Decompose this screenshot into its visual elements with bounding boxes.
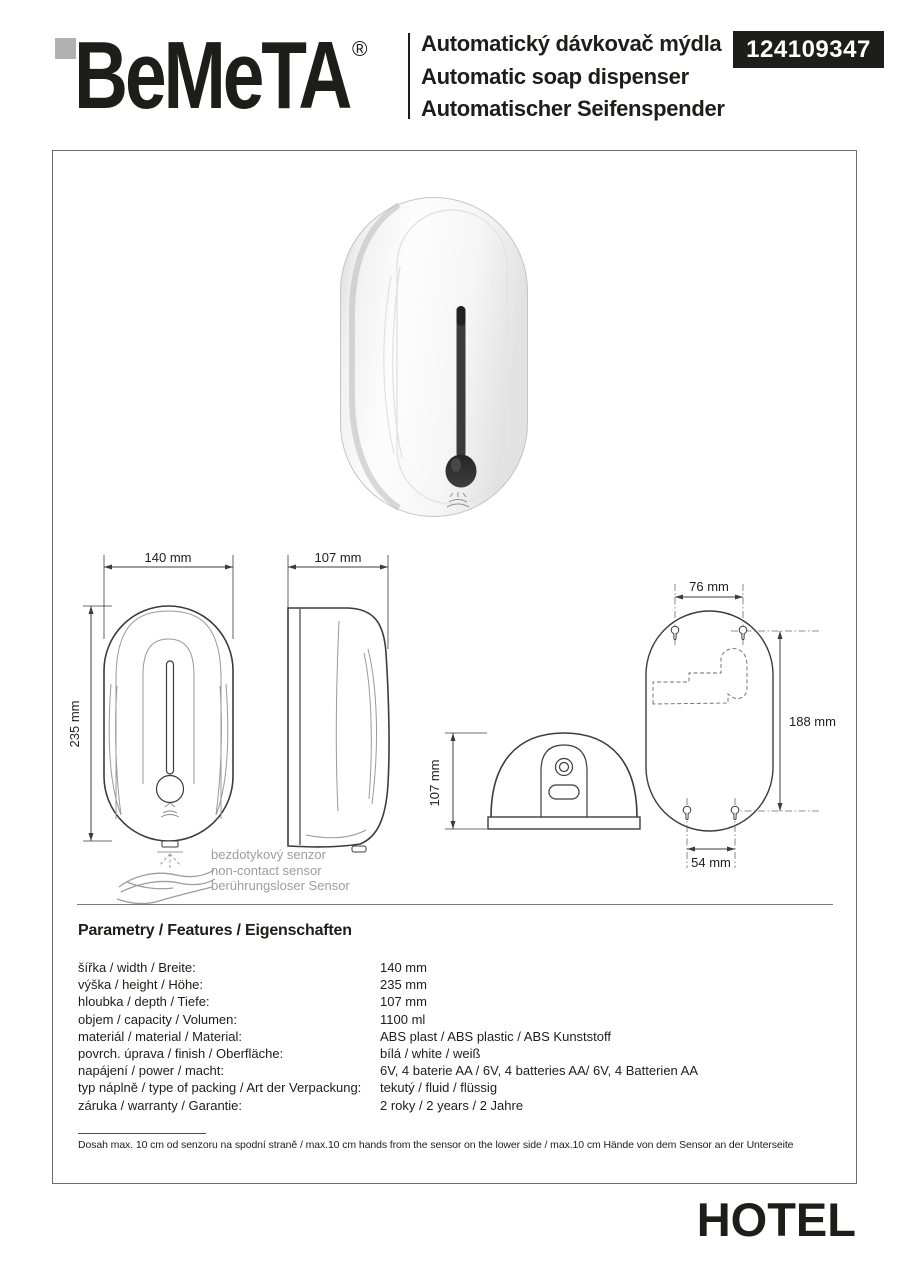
bottom-depth-label: 107 mm — [427, 759, 442, 807]
param-value: 1100 ml — [380, 1011, 426, 1027]
sensor-caption-de: berührungsloser Sensor — [211, 878, 350, 893]
header-divider — [408, 33, 410, 119]
product-title-de: Automatischer Seifenspender — [421, 96, 725, 121]
back-hole-span-label: 188 mm — [789, 714, 836, 729]
param-label: hloubka / depth / Tiefe: — [78, 994, 210, 1010]
back-bottom-holes-label: 54 mm — [691, 855, 731, 870]
table-row — [78, 993, 838, 1010]
collection-name: HOTEL — [696, 1193, 856, 1246]
table-row — [78, 959, 838, 976]
section-divider — [77, 904, 833, 905]
back-top-holes-label: 76 mm — [689, 579, 729, 594]
sensor-caption-en: non-contact sensor — [211, 862, 322, 878]
table-row — [78, 1079, 838, 1096]
sensor-range-footnote: Dosah max. 10 cm od senzoru na spodní straně / max.10 cm hands from the sensor on the lower side / max.10 cm Hände von dem Sensor an der Unterseite — [78, 1139, 794, 1151]
logo-square-icon — [55, 38, 76, 59]
dispense-lever — [457, 306, 466, 458]
brand-logo: BeMeTA — [74, 22, 350, 129]
param-label: napájení / power / macht: — [78, 1063, 224, 1079]
sensor-eye-icon — [556, 759, 573, 776]
param-label: povrch. úprava / finish / Oberfläche: — [78, 1046, 284, 1062]
bottom-view-drawing — [427, 721, 651, 856]
front-height-label: 235 mm — [67, 700, 82, 748]
param-label: šířka / width / Breite: — [78, 960, 196, 976]
registered-trademark-icon: ® — [352, 38, 368, 61]
table-row — [78, 1062, 838, 1079]
param-value: tekutý / fluid / flüssig — [380, 1080, 498, 1096]
param-value: ABS plast / ABS plastic / ABS Kunststoff — [380, 1028, 611, 1044]
nozzle-slot — [549, 785, 579, 799]
product-code-badge: 124109347 — [733, 31, 884, 68]
front-width-label: 140 mm — [144, 550, 192, 565]
product-title-cs: Automatický dávkovač mýdla — [421, 31, 722, 56]
param-label: výška / height / Höhe: — [78, 977, 204, 993]
param-value: 140 mm — [380, 960, 427, 976]
param-value: 235 mm — [380, 977, 427, 993]
sensor-captions — [211, 847, 350, 894]
param-label: typ náplně / type of packing / Art der Verpackung: — [78, 1080, 362, 1096]
product-title-en: Automatic soap dispenser — [421, 63, 689, 89]
table-row — [78, 976, 838, 993]
footnote-rule — [78, 1133, 206, 1134]
hands-icon — [117, 870, 215, 903]
param-label: záruka / warranty / Garantie: — [78, 1097, 243, 1113]
parameters-heading: Parametry / Features / Eigenschaften — [78, 922, 352, 939]
table-row — [78, 1028, 838, 1045]
lever-knob — [446, 455, 477, 488]
param-label: materiál / material / Material: — [78, 1028, 242, 1044]
param-value: 6V, 4 baterie AA / 6V, 4 batteries AA/ 6V, 4 Batterien AA — [380, 1063, 699, 1079]
table-row — [78, 1011, 838, 1028]
param-value: 107 mm — [380, 994, 427, 1010]
table-row — [78, 1097, 838, 1114]
table-row — [78, 1045, 838, 1062]
spray-icon — [157, 852, 183, 868]
product-titles — [421, 28, 731, 126]
back-view-drawing — [631, 566, 861, 886]
sensor-caption-cs: bezdotykový senzor — [211, 847, 326, 862]
product-photo — [339, 196, 529, 518]
parameters-table — [78, 959, 838, 1114]
param-value: bílá / white / weiß — [380, 1046, 481, 1062]
param-value: 2 roky / 2 years / 2 Jahre — [380, 1097, 524, 1113]
content-frame — [52, 150, 857, 1184]
param-label: objem / capacity / Volumen: — [78, 1011, 237, 1027]
side-depth-label: 107 mm — [314, 550, 362, 565]
